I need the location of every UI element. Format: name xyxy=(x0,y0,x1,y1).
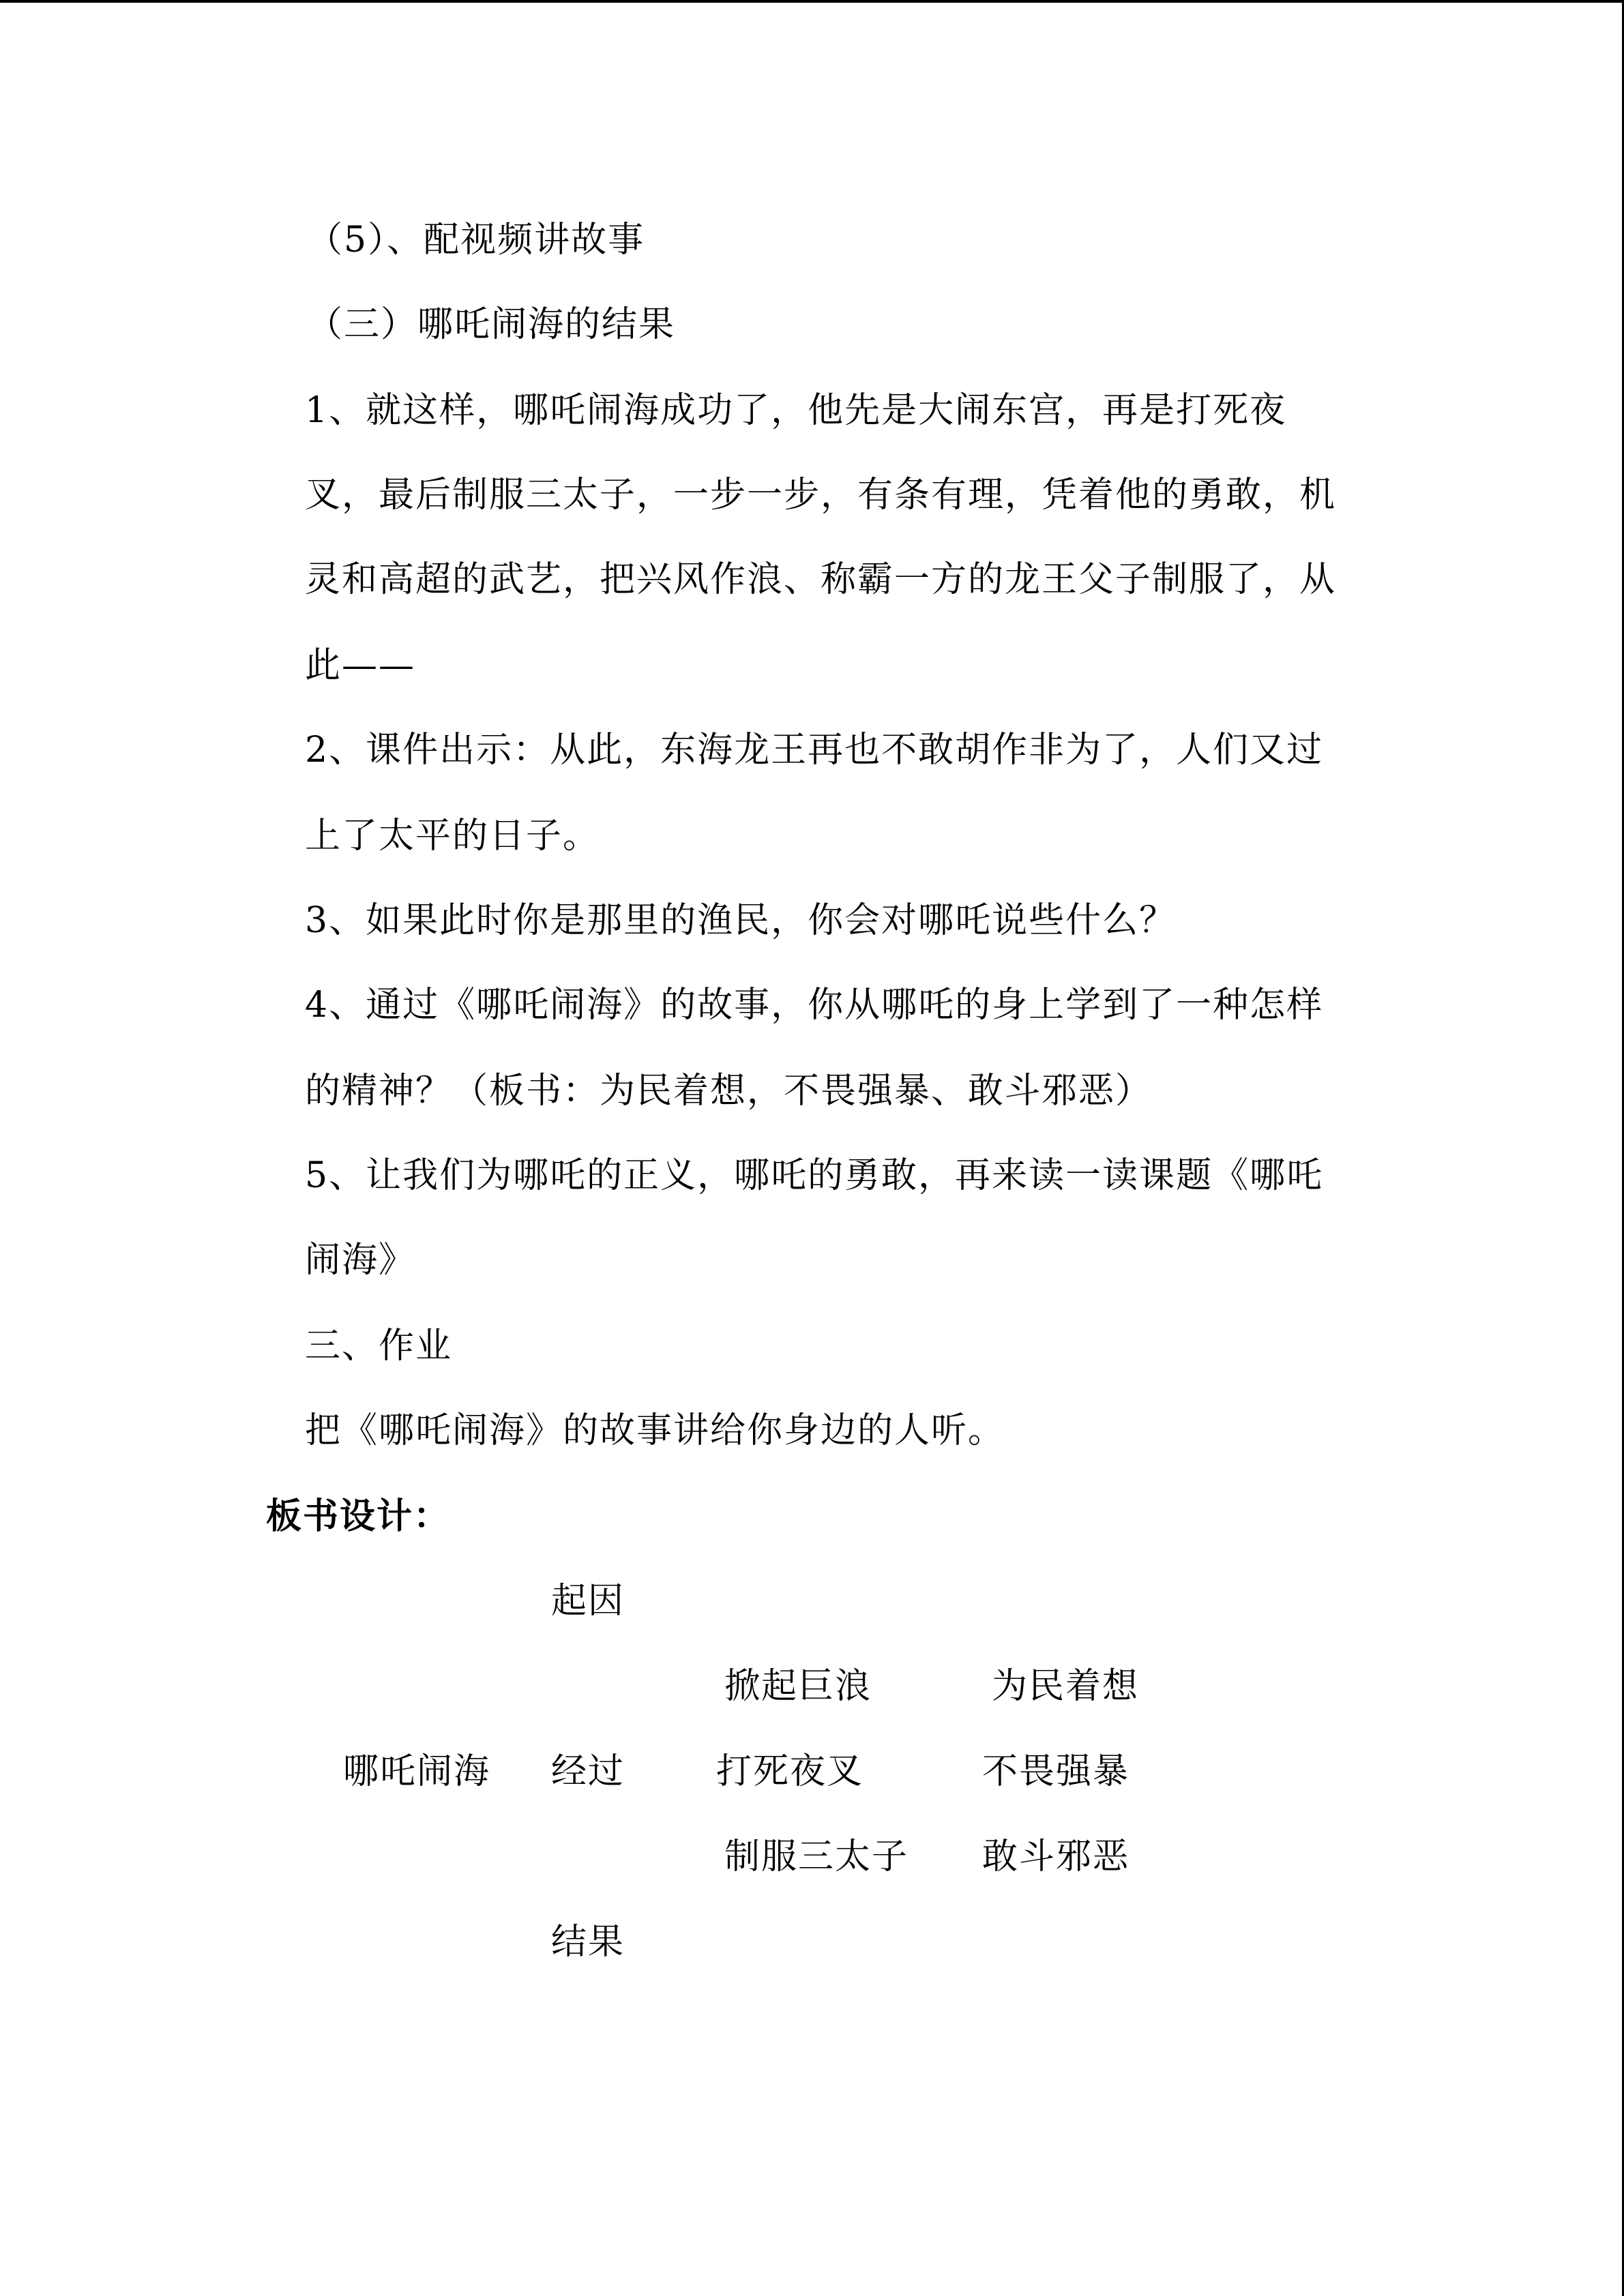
text-line-10: 4、通过《哪吒闹海》的故事，你从哪吒的身上学到了一种怎样 xyxy=(305,985,1324,1026)
board-event-1: 掀起巨浪 xyxy=(724,1666,872,1707)
text-line-6: 此—— xyxy=(305,645,416,686)
board-spirit-3: 敢斗邪恶 xyxy=(982,1836,1130,1877)
board-result: 结果 xyxy=(551,1922,625,1963)
board-title: 哪吒闹海 xyxy=(343,1751,491,1792)
page-top-border xyxy=(0,0,1624,3)
text-line-13: 闹海》 xyxy=(305,1240,416,1281)
board-cause: 起因 xyxy=(551,1581,625,1622)
text-line-15: 把《哪吒闹海》的故事讲给你身边的人听。 xyxy=(305,1410,1005,1451)
board-spirit-2: 不畏强暴 xyxy=(982,1751,1130,1792)
text-line-11: 的精神？（板书：为民着想，不畏强暴、敢斗邪恶） xyxy=(305,1071,1153,1112)
text-line-1: （5）、配视频讲故事 xyxy=(307,220,645,260)
text-line-3: 1、就这样，哪吒闹海成功了，他先是大闹东宫，再是打死夜 xyxy=(305,390,1287,431)
board-event-3: 制服三太子 xyxy=(724,1836,909,1877)
text-line-8: 上了太平的日子。 xyxy=(305,816,600,856)
text-line-14: 三、作业 xyxy=(305,1326,453,1367)
board-spirit-1: 为民着想 xyxy=(992,1666,1140,1707)
board-heading: 板书设计： xyxy=(266,1495,451,1537)
text-line-5: 灵和高超的武艺，把兴风作浪、称霸一方的龙王父子制服了，从 xyxy=(305,559,1337,600)
text-line-12: 5、让我们为哪吒的正义，哪吒的勇敢，再来读一读课题《哪吒 xyxy=(305,1155,1324,1196)
text-line-4: 叉，最后制服三太子，一步一步，有条有理，凭着他的勇敢，机 xyxy=(305,475,1337,516)
board-event-2: 打死夜叉 xyxy=(716,1751,864,1792)
text-line-2: （三）哪吒闹海的结果 xyxy=(307,304,676,345)
text-line-9: 3、如果此时你是那里的渔民，你会对哪吒说些什么？ xyxy=(305,900,1177,941)
text-line-7: 2、课件出示：从此，东海龙王再也不敢胡作非为了，人们又过 xyxy=(305,730,1324,771)
board-process: 经过 xyxy=(551,1751,625,1792)
